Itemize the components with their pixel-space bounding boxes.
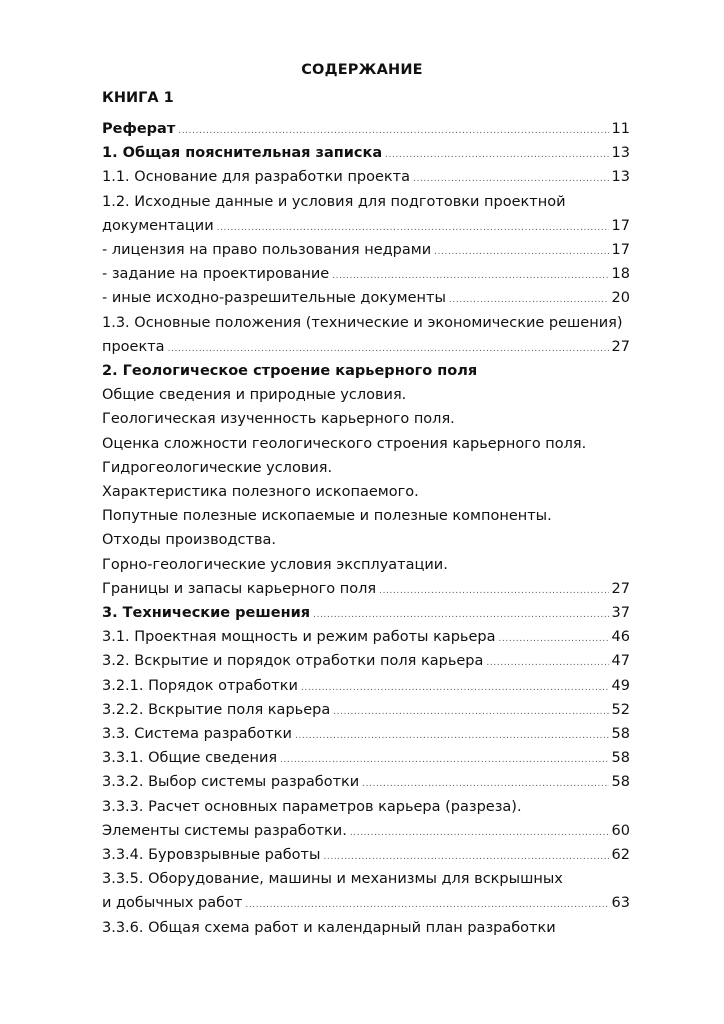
toc-entry-text: 3.2. Вскрытие и порядок отработки поля карьера [102, 653, 484, 670]
toc-text-line [102, 408, 455, 430]
toc-entry-text: Границы и запасы карьерного поля [102, 580, 377, 597]
toc-page-number: 20 [611, 290, 630, 307]
toc-entry [102, 771, 630, 793]
toc-entry-text: 3.3.3. Расчет основных параметров карьера (разреза). [102, 798, 522, 815]
toc-page-number: 13 [611, 145, 630, 162]
toc-text-line [102, 312, 623, 334]
toc-entry [102, 626, 630, 648]
toc-entry [102, 844, 630, 866]
dot-leader [301, 677, 609, 699]
toc-text-line [102, 433, 586, 455]
toc-entry-text: - задание на проектирование [102, 266, 330, 283]
toc-entry-text: 3.3.5. Оборудование, машины и механизмы для вскрышных [102, 871, 563, 888]
dot-leader [245, 894, 608, 916]
toc-entry-text: 1.1. Основание для разработки проекта [102, 169, 411, 186]
toc-page-number: 11 [611, 121, 630, 137]
toc-page-number: 49 [611, 677, 630, 694]
toc-page-number: 63 [611, 895, 630, 912]
toc-entry [102, 578, 630, 600]
toc-entry-text: - лицензия на право пользования недрами [102, 242, 432, 258]
toc-page-number: 17 [611, 217, 630, 234]
toc-entry-text: 1. Общая пояснительная записка [102, 145, 383, 162]
dot-leader [178, 120, 608, 142]
toc-entry [102, 142, 630, 164]
dot-leader [280, 749, 608, 771]
dot-leader [362, 773, 608, 795]
dot-leader [498, 628, 608, 650]
toc-entry [102, 675, 630, 697]
dot-leader [486, 652, 608, 674]
toc-page-number: 46 [611, 629, 630, 646]
toc-entry [102, 166, 630, 188]
toc-text-line [102, 505, 552, 527]
toc-entry [102, 336, 630, 358]
toc-entry-text: 3.3.6. Общая схема работ и календарный план разработки [102, 919, 556, 936]
toc-text-line [102, 868, 563, 890]
toc-entry [102, 118, 630, 140]
toc-text-line [102, 796, 522, 818]
toc-page-number: 60 [611, 822, 630, 839]
dot-leader [413, 168, 609, 190]
toc-entry [102, 287, 630, 309]
toc-page-number: 18 [611, 266, 630, 283]
dot-leader [295, 725, 609, 747]
toc-entry-text: 3.3.1. Общие сведения [102, 750, 278, 767]
toc-entry-text: - иные исходно-разрешительные документы [102, 290, 446, 307]
toc-text-line [102, 529, 276, 551]
toc-page-number: 17 [611, 242, 630, 258]
toc-entry-text: Горно-геологические условия эксплуатации. [102, 556, 448, 573]
toc-entry [102, 892, 630, 914]
toc-page-number: 27 [611, 580, 630, 597]
toc-entry-text: проекта [102, 338, 165, 355]
toc-entry-text: 3.2.1. Порядок отработки [102, 677, 298, 694]
toc-page-number: 58 [611, 774, 630, 791]
toc-page-number: 62 [611, 847, 630, 863]
dot-leader [313, 604, 608, 626]
dot-leader [385, 144, 608, 166]
page-title: СОДЕРЖАНИЕ [301, 62, 423, 78]
toc-entry-text: документации [102, 217, 214, 234]
toc-page-number: 58 [611, 726, 630, 742]
toc-text-line [102, 191, 566, 213]
toc-entry [102, 699, 630, 721]
dot-leader [333, 701, 608, 723]
toc-entry-text: 1.2. Исходные данные и условия для подготовки проектной [102, 193, 566, 210]
toc-entry-text: 3.1. Проектная мощность и режим работы карьера [102, 629, 496, 646]
toc-text-line [102, 554, 448, 576]
dot-leader [168, 338, 609, 360]
toc-entry [102, 723, 630, 745]
toc-entry-text: Характеристика полезного ископаемого. [102, 484, 419, 500]
toc-entry-text: Оценка сложности геологического строения карьерного поля. [102, 435, 587, 452]
toc-entry-text: и добычных работ [102, 895, 243, 912]
toc-page-number: 37 [611, 605, 630, 621]
toc-entry [102, 747, 630, 769]
toc-text-line [102, 457, 332, 479]
toc-entry [102, 215, 630, 237]
dot-leader [449, 289, 609, 311]
dot-leader [434, 241, 608, 263]
toc-entry-text: Реферат [102, 121, 176, 137]
toc-entry-text: 3.3.2. Выбор системы разработки [102, 774, 360, 791]
dot-leader [379, 580, 608, 602]
toc-entry-text: 3.3.4. Буровзрывные работы [102, 847, 321, 863]
book-heading: КНИГА 1 [102, 90, 174, 106]
toc-entry-text: Отходы производства. [102, 532, 276, 549]
dot-leader [217, 217, 609, 239]
dot-leader [323, 846, 608, 868]
toc-entry-text: Геологическая изученность карьерного поля. [102, 411, 455, 428]
toc-page-number: 52 [611, 701, 630, 718]
toc-entry-text: 2. Геологическое строение карьерного поля [102, 363, 478, 379]
toc-entry-text: 3.2.2. Вскрытие поля карьера [102, 701, 331, 718]
toc-page-number: 58 [611, 750, 630, 767]
toc-entry [102, 263, 630, 285]
dot-leader [350, 822, 609, 844]
toc-entry [102, 602, 630, 624]
toc-page-number: 27 [611, 338, 630, 355]
toc-entry [102, 650, 630, 672]
toc-page-number: 13 [611, 169, 630, 186]
toc-page-number: 47 [611, 653, 630, 670]
dot-leader [332, 265, 608, 287]
toc-entry-text: 1.3. Основные положения (технические и экономические решения) [102, 314, 623, 331]
toc-text-line [102, 917, 556, 939]
toc-text-line [102, 384, 406, 406]
toc-entry-text: Попутные полезные ископаемые и полезные компоненты. [102, 508, 552, 525]
toc-entry [102, 239, 630, 261]
toc-text-line [102, 481, 419, 503]
toc-entry-text: Элементы системы разработки. [102, 822, 347, 839]
toc-entry-text: 3.3. Система разработки [102, 726, 292, 742]
toc-entry [102, 820, 630, 842]
toc-entry-text: 3. Технические решения [102, 605, 311, 621]
toc-text-line [102, 360, 477, 382]
toc-entry-text: Общие сведения и природные условия. [102, 387, 407, 404]
toc-entry-text: Гидрогеологические условия. [102, 459, 333, 476]
